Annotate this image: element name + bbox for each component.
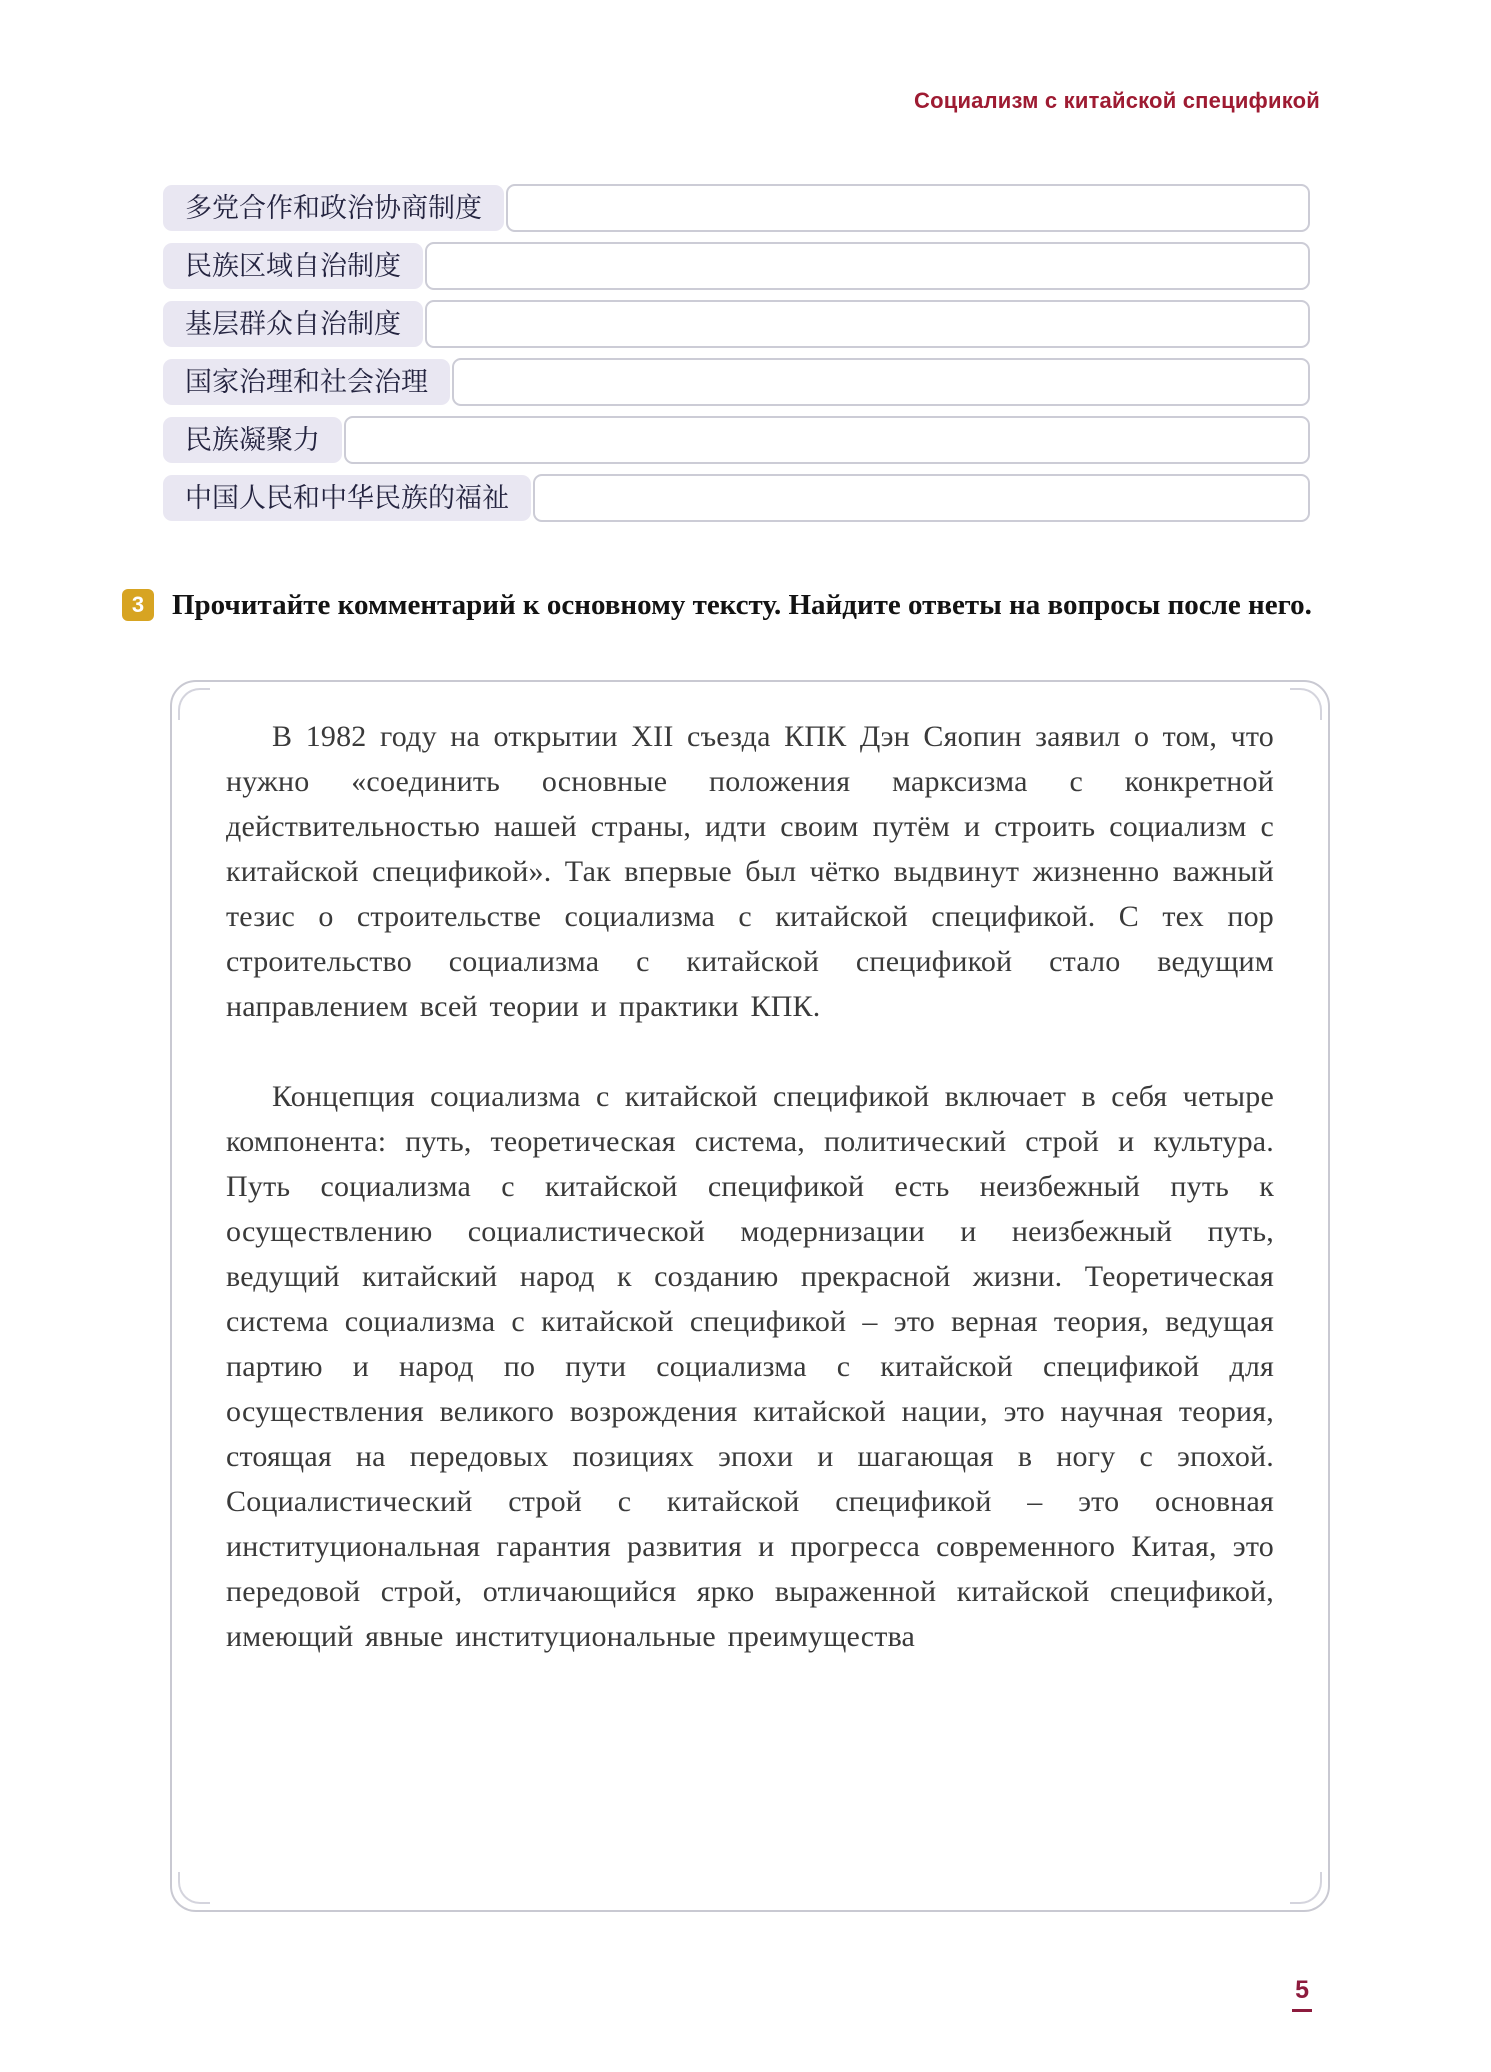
term-label: 多党合作和政治协商制度 bbox=[163, 185, 504, 231]
vocab-row bbox=[163, 358, 1310, 406]
answer-input[interactable] bbox=[506, 184, 1310, 232]
vocab-row bbox=[163, 300, 1310, 348]
vocab-row bbox=[163, 416, 1310, 464]
answer-input[interactable] bbox=[452, 358, 1310, 406]
term-label: 中国人民和中华民族的福祉 bbox=[163, 475, 531, 521]
vocab-fill-in-section bbox=[163, 184, 1310, 532]
exercise-instruction: Прочитайте комментарий к основному тексту. Найдите ответы на вопросы после него. bbox=[172, 589, 1312, 621]
vocab-row bbox=[163, 474, 1310, 522]
commentary-paragraph: В 1982 году на открытии XII съезда КПК Дэн Сяопин заявил о том, что нужно «соединить основные положения марксизма с конкретной действительностью нашей страны, идти своим путём и строить социализм с китайской спецификой». Так впервые был чётко выдвинут жизненно важный тезис о строительстве социализма с китайской спецификой. С тех пор строительство социализма с китайской спецификой стало ведущим направлением всей теории и практики КПК. bbox=[226, 720, 1274, 1023]
answer-input[interactable] bbox=[425, 242, 1310, 290]
term-label: 基层群众自治制度 bbox=[163, 301, 423, 347]
answer-input[interactable] bbox=[533, 474, 1310, 522]
commentary-paragraph: Концепция социализма с китайской спецификой включает в себя четыре компонента: путь, теоретическая система, политический строй и культура. Путь социализма с китайской спецификой есть неизбежный путь к осуществлению социалистической модернизации и неизбежный путь, ведущий китайский народ к созданию прекрасной жизни. Теоретическая система социализма с китайской спецификой – это верная теория, ведущая партию и народ по пути социализма с китайской спецификой для осуществления великого возрождения китайской нации, это научная теория, стоящая на передовых позициях эпохи и шагающая в ногу с эпохой. Социалистический строй с китайской спецификой – это основная институциональная гарантия развития и прогресса современного Китая, это передовой строй, отличающийся ярко выраженной китайской спецификой, имеющий явные институциональные преимущества bbox=[226, 1080, 1274, 1653]
answer-input[interactable] bbox=[425, 300, 1310, 348]
running-header: Социализм с китайской спецификой bbox=[914, 88, 1320, 113]
exercise-heading bbox=[122, 584, 1337, 627]
vocab-row bbox=[163, 184, 1310, 232]
term-label: 民族凝聚力 bbox=[163, 417, 342, 463]
answer-input[interactable] bbox=[344, 416, 1310, 464]
term-label: 民族区域自治制度 bbox=[163, 243, 423, 289]
frame-corner-ornament bbox=[1290, 1872, 1322, 1904]
page-number: 5 bbox=[1292, 1976, 1312, 2012]
commentary-text bbox=[172, 682, 1328, 1689]
frame-corner-ornament bbox=[178, 1872, 210, 1904]
commentary-box bbox=[170, 680, 1330, 1912]
vocab-row bbox=[163, 242, 1310, 290]
exercise-number-badge: 3 bbox=[122, 589, 154, 621]
term-label: 国家治理和社会治理 bbox=[163, 359, 450, 405]
